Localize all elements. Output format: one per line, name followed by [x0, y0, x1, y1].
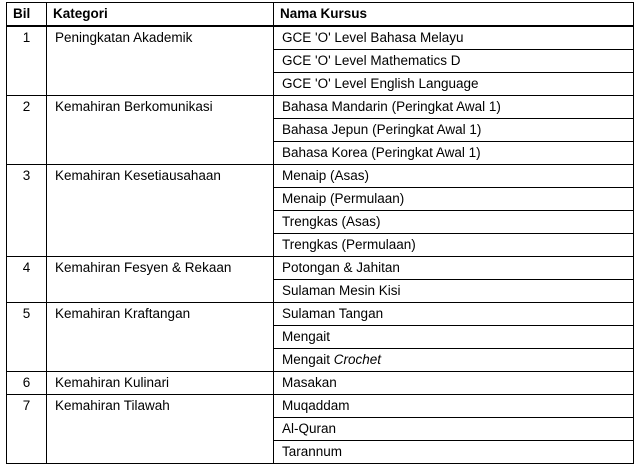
table-row — [7, 303, 634, 326]
course-name: Bahasa Mandarin (Peringkat Awal 1) — [282, 99, 501, 114]
cell-bil: 3 — [7, 165, 47, 257]
course-name: Mengait — [282, 352, 334, 367]
cell-nama-kursus — [274, 349, 634, 372]
cell-nama-kursus — [274, 96, 634, 119]
header-row — [7, 3, 634, 27]
cell-nama-kursus — [274, 372, 634, 395]
cell-nama-kursus — [274, 142, 634, 165]
cell-bil: 6 — [7, 372, 47, 395]
course-name: Muqaddam — [282, 398, 350, 413]
cell-nama-kursus — [274, 188, 634, 211]
course-name: Mengait — [282, 329, 331, 344]
cell-bil: 2 — [7, 96, 47, 165]
course-name: Menaip (Asas) — [282, 168, 370, 183]
cell-bil: 4 — [7, 257, 47, 303]
table-row — [7, 96, 634, 119]
course-name: Potongan & Jahitan — [282, 260, 400, 275]
course-name: Tarannum — [282, 444, 343, 459]
cell-nama-kursus — [274, 211, 634, 234]
course-name: GCE 'O' Level English Language — [282, 76, 479, 91]
course-name: Masakan — [282, 375, 337, 390]
cell-nama-kursus — [274, 418, 634, 441]
cell-nama-kursus — [274, 441, 634, 464]
cell-nama-kursus — [274, 395, 634, 418]
cell-nama-kursus — [274, 73, 634, 96]
cell-kategori: Kemahiran Kraftangan — [47, 303, 274, 372]
course-name: Bahasa Jepun (Peringkat Awal 1) — [282, 122, 482, 137]
table-row — [7, 165, 634, 188]
course-name: Al-Quran — [282, 421, 337, 436]
cell-nama-kursus — [274, 257, 634, 280]
cell-bil: 7 — [7, 395, 47, 464]
course-name: Menaip (Permulaan) — [282, 191, 405, 206]
cell-kategori: Kemahiran Kulinari — [47, 372, 274, 395]
cell-nama-kursus — [274, 234, 634, 257]
cell-kategori: Kemahiran Kesetiausahaan — [47, 165, 274, 257]
table-row — [7, 395, 634, 418]
course-name: Bahasa Korea (Peringkat Awal 1) — [282, 145, 481, 160]
cell-kategori: Kemahiran Berkomunikasi — [47, 96, 274, 165]
course-name: Sulaman Mesin Kisi — [282, 283, 401, 298]
cell-nama-kursus — [274, 119, 634, 142]
course-name: GCE 'O' Level Bahasa Melayu — [282, 30, 464, 45]
header-nama-kursus: Nama Kursus — [274, 3, 634, 27]
table-row — [7, 372, 634, 395]
header-bil: Bil — [7, 3, 47, 27]
table-row — [7, 257, 634, 280]
course-name: Trengkas (Permulaan) — [282, 237, 416, 252]
cell-nama-kursus — [274, 326, 634, 349]
cell-kategori: Kemahiran Fesyen & Rekaan — [47, 257, 274, 303]
cell-bil: 1 — [7, 26, 47, 96]
cell-kategori: Kemahiran Tilawah — [47, 395, 274, 464]
cell-kategori: Peningkatan Akademik — [47, 26, 274, 96]
course-name-italic: Crochet — [333, 352, 382, 367]
table-row — [7, 26, 634, 50]
course-name: Sulaman Tangan — [282, 306, 384, 321]
cell-nama-kursus — [274, 280, 634, 303]
cell-nama-kursus — [274, 303, 634, 326]
cell-nama-kursus — [274, 26, 634, 50]
course-name: Trengkas (Asas) — [282, 214, 381, 229]
cell-bil: 5 — [7, 303, 47, 372]
table-body — [7, 26, 634, 464]
course-table — [6, 2, 634, 464]
cell-nama-kursus — [274, 50, 634, 73]
course-name: GCE 'O' Level Mathematics D — [282, 53, 461, 68]
cell-nama-kursus — [274, 165, 634, 188]
header-kategori: Kategori — [47, 3, 274, 27]
